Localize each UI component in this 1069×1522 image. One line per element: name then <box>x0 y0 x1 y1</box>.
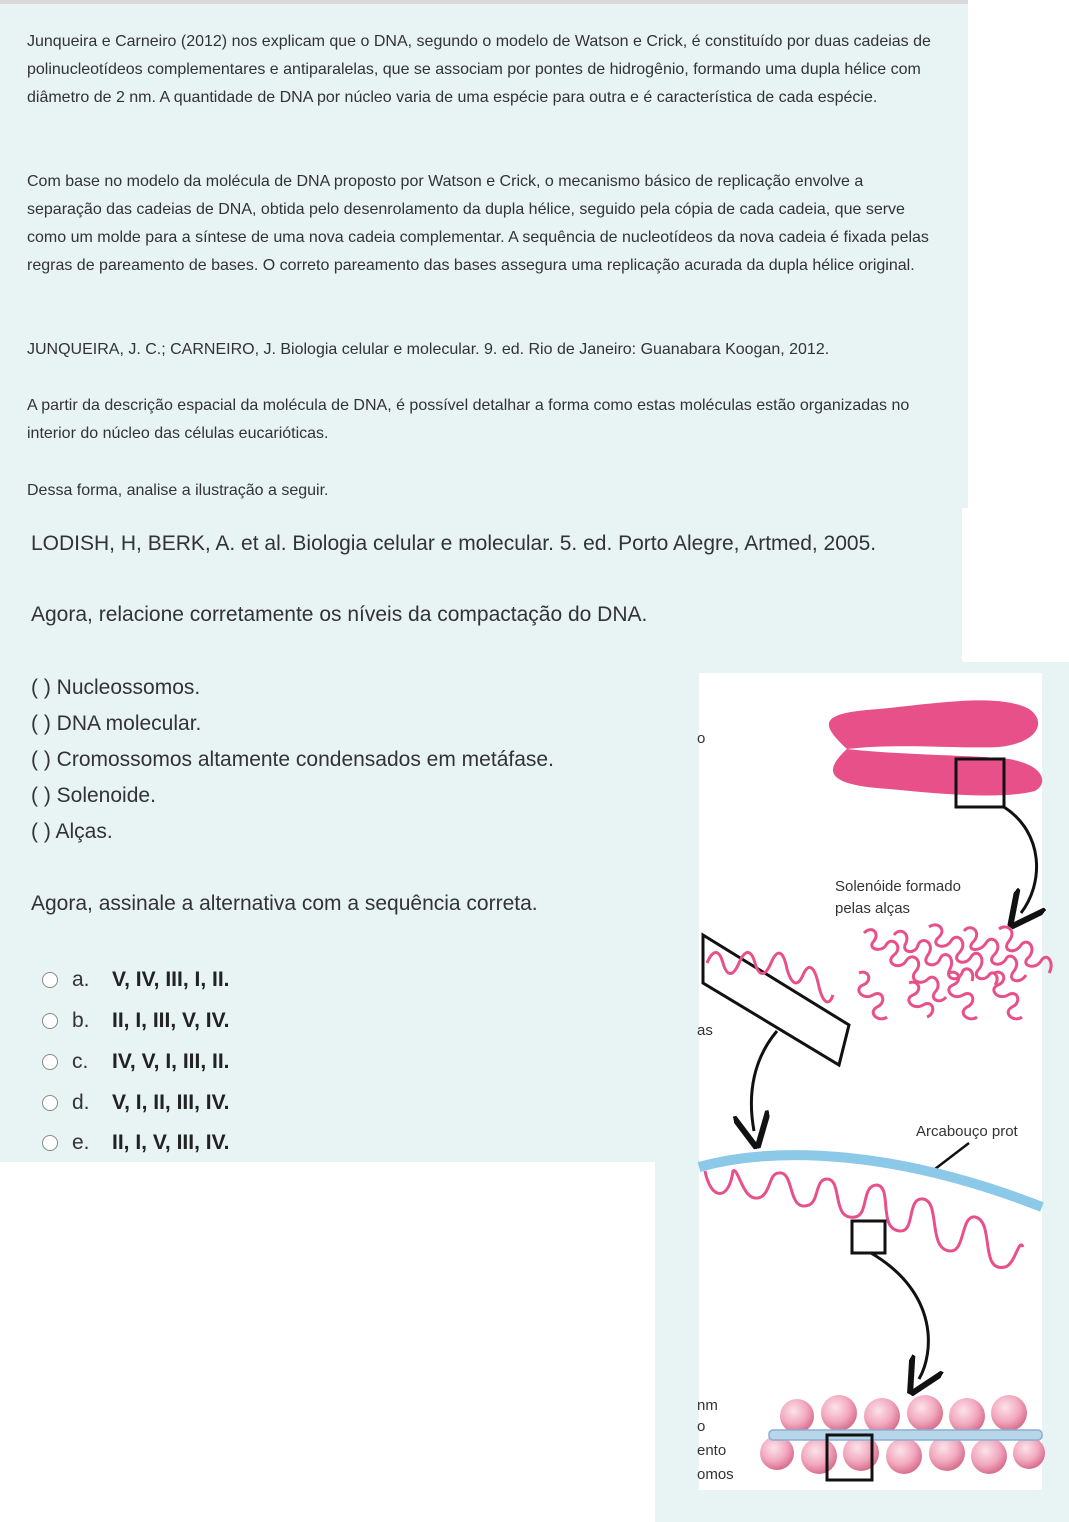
match-item-5: ( ) Alças. <box>31 820 113 843</box>
radio-button[interactable] <box>42 1054 58 1070</box>
option-text: II, I, V, III, IV. <box>112 1131 230 1154</box>
option-a[interactable] <box>42 967 230 993</box>
fragment-label: ento <box>697 1442 727 1459</box>
zoom-arrow <box>871 1253 928 1379</box>
radio-button[interactable] <box>42 1135 58 1151</box>
context-panel <box>0 0 968 508</box>
option-d[interactable] <box>42 1090 230 1116</box>
option-text: V, IV, III, I, II. <box>112 968 230 991</box>
option-c[interactable] <box>42 1049 230 1075</box>
option-e[interactable] <box>42 1130 230 1156</box>
scaffold-pointer <box>935 1143 969 1169</box>
paragraph-replication: Com base no modelo da molécula de DNA proposto por Watson e Crick, o mecanismo básico de replicação envolve a separação das cadeias de DNA, obtida pelo desenrolamento da dupla hélice, seguido pela cópia de cada cadeia, que serve como um molde para a síntese de uma nova cadeia complementar. A sequência de nucleotídeos da nova cadeia é fixada pelas regras de pareamento de bases. O correto pareamento das bases assegura uma replicação acurada da dupla hélice original. <box>27 173 929 274</box>
label-solenoid: Solenóide formado <box>835 878 961 895</box>
paragraph-analyze: Dessa forma, analise a ilustração a seguir. <box>27 482 329 499</box>
label-scaffold: Arcabouço prot <box>916 1123 1018 1140</box>
question-instruction: Agora, relacione corretamente os níveis da compactação do DNA. <box>31 603 648 626</box>
fragment-label: as <box>697 1022 713 1039</box>
radio-button[interactable] <box>42 1095 58 1111</box>
fragment-label: o <box>697 1418 706 1435</box>
option-text: IV, V, I, III, II. <box>112 1050 230 1073</box>
citation-lodish: LODISH, H, BERK, A. et al. Biologia celular e molecular. 5. ed. Porto Alegre, Artmed, 2005. <box>31 532 877 555</box>
fragment-label: nm <box>697 1397 718 1414</box>
zoom-box <box>852 1221 885 1253</box>
match-item-4: ( ) Solenoide. <box>31 784 156 807</box>
figure-canvas <box>699 673 1042 1490</box>
answer-prompt: Agora, assinale a alternativa com a sequência correta. <box>31 892 538 915</box>
option-letter: c. <box>72 1050 89 1073</box>
option-letter: b. <box>72 1009 90 1032</box>
option-letter: e. <box>72 1131 90 1154</box>
match-item-2: ( ) DNA molecular. <box>31 712 202 735</box>
citation-junqueira: JUNQUEIRA, J. C.; CARNEIRO, J. Biologia celular e molecular. 9. ed. Rio de Janeiro: Guanabara Koogan, 2012. <box>27 341 830 358</box>
radio-button[interactable] <box>42 972 58 988</box>
loop-segment-box <box>703 935 849 1065</box>
paragraph-spatial: A partir da descrição espacial da molécula de DNA, é possível detalhar a forma como estas moléculas estão organizadas no interior do núcleo das células eucarióticas. <box>27 397 910 442</box>
option-b[interactable] <box>42 1008 230 1034</box>
metaphase-chromosome <box>697 700 1042 807</box>
solenoid-coils <box>859 925 1051 1019</box>
zoom-arrow <box>751 1031 777 1131</box>
option-letter: a. <box>72 968 90 991</box>
option-text: V, I, II, III, IV. <box>112 1091 230 1114</box>
option-letter: d. <box>72 1091 90 1114</box>
fragment-label: omos <box>697 1466 734 1483</box>
match-item-3: ( ) Cromossomos altamente condensados em metáfase. <box>31 748 554 771</box>
radio-button[interactable] <box>42 1013 58 1029</box>
nucleosome-fiber <box>760 1395 1045 1490</box>
option-text: II, I, III, V, IV. <box>112 1009 230 1032</box>
protein-scaffold <box>699 1155 1042 1207</box>
paragraph-dna-structure: Junqueira e Carneiro (2012) nos explicam que o DNA, segundo o modelo de Watson e Crick, é constituído por duas cadeias de polinucleotídeos complementares e antiparalelas, que se associam por pontes de hidrogênio, formando uma dupla hélice com diâmetro de 2 nm. A quantidade de DNA por núcleo varia de uma espécie para outra e é característica de cada espécie. <box>27 33 931 106</box>
fragment-label: o <box>697 730 706 747</box>
label-solenoid-2: pelas alças <box>835 900 911 917</box>
dna-compaction-figure <box>699 673 1042 1490</box>
zoom-arrow <box>1004 807 1037 913</box>
match-item-1: ( ) Nucleossomos. <box>31 676 201 699</box>
